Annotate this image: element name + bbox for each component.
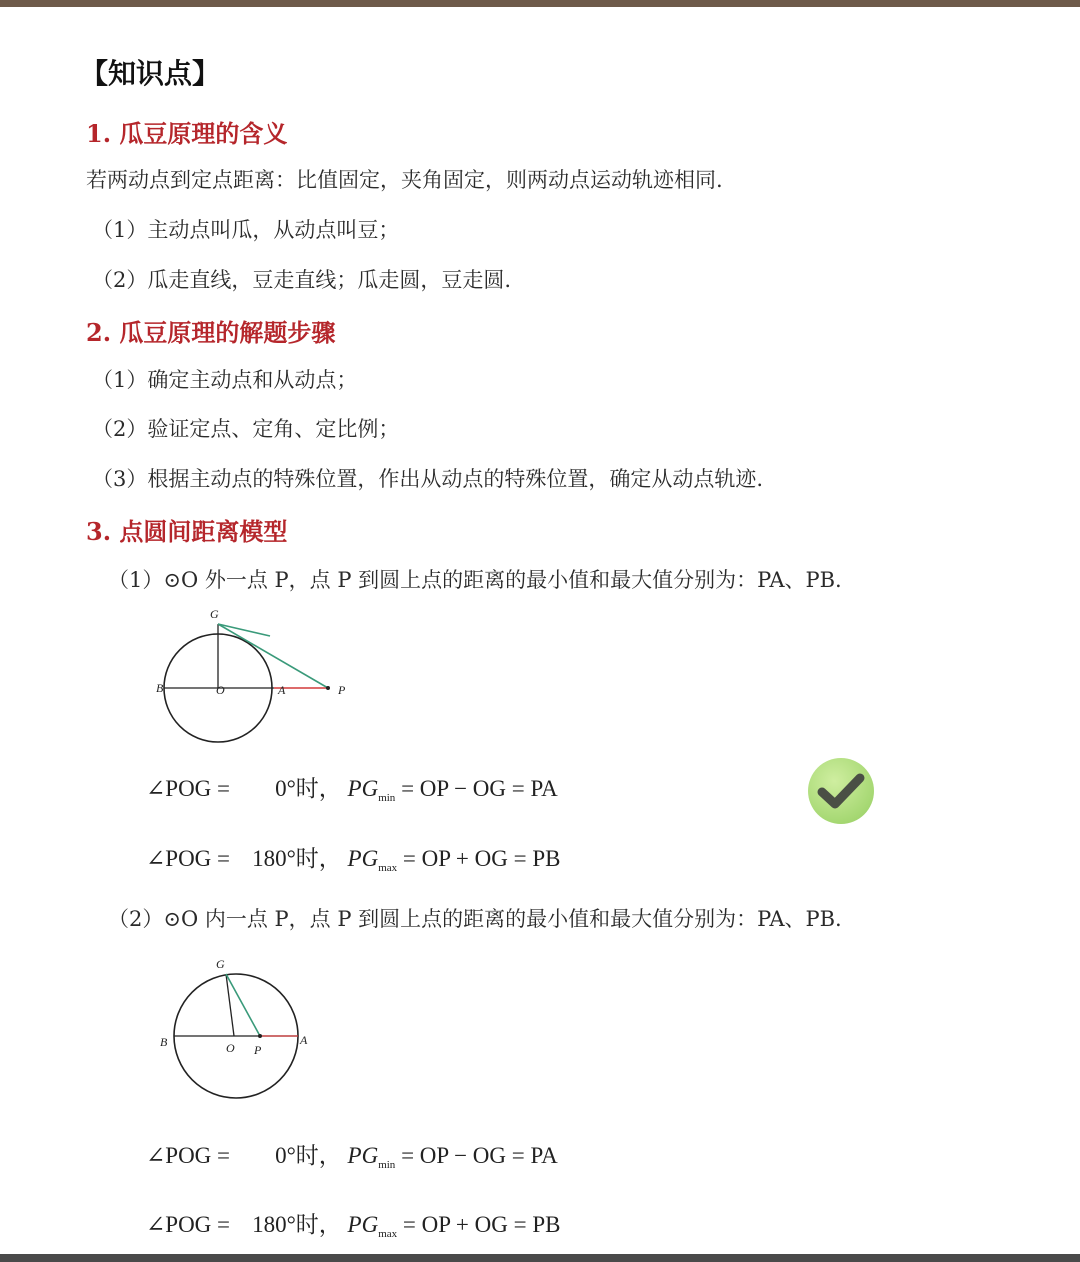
pg-symbol: PG	[347, 776, 379, 801]
segment-gp	[226, 974, 260, 1036]
definition-item-1: （1）主动点叫瓜，从动点叫豆；	[92, 218, 400, 242]
label-o: O	[226, 1041, 235, 1055]
case-2-statement: （2）⊙O 内一点 P，点 P 到圆上点的距离的最小值和最大值分别为：PA、PB.	[108, 907, 842, 931]
label-o: O	[216, 683, 225, 697]
case-1-statement: （1）⊙O 外一点 P，点 P 到圆上点的距离的最小值和最大值分别为：PA、PB.	[108, 568, 842, 592]
top-border	[0, 0, 1080, 7]
bottom-border	[0, 1254, 1080, 1262]
label-g: G	[216, 957, 225, 971]
figure-outside-point	[150, 600, 370, 745]
condition-text: 时，	[295, 1143, 342, 1168]
radius-og	[226, 974, 234, 1036]
rhs-text: = OP − OG = PA	[401, 776, 558, 801]
label-g: G	[210, 607, 219, 621]
pg-subscript: min	[378, 1159, 396, 1171]
angle-text: ∠POG =	[146, 1212, 231, 1237]
checkmark-icon	[808, 758, 874, 824]
degree-value: 180°	[252, 846, 296, 871]
degree-value: 0°	[275, 776, 296, 801]
label-b: B	[160, 1035, 168, 1049]
label-p: P	[254, 1043, 262, 1057]
rhs-text: = OP − OG = PA	[401, 1143, 558, 1168]
section-heading-3: 3. 点圆间距离模型	[86, 517, 288, 546]
figure-inside-point	[150, 950, 320, 1105]
label-a: A	[278, 683, 286, 697]
pg-symbol: PG	[347, 846, 379, 871]
label-p: P	[338, 683, 346, 697]
pg-symbol: PG	[347, 1212, 379, 1237]
rhs-text: = OP + OG = PB	[402, 846, 561, 871]
case-2-formula-max	[146, 1206, 560, 1240]
case-2-formula-min	[146, 1137, 558, 1171]
rhs-text: = OP + OG = PB	[402, 1212, 561, 1237]
step-3: （3）根据主动点的特殊位置，作出从动点的特殊位置，确定从动点轨迹.	[92, 467, 764, 491]
section-heading-1: 1. 瓜豆原理的含义	[86, 119, 288, 148]
pg-subscript: max	[378, 1228, 398, 1240]
angle-text: ∠POG =	[146, 1143, 231, 1168]
angle-text: ∠POG =	[146, 846, 231, 871]
degree-value: 180°	[252, 1212, 296, 1237]
point-p	[258, 1034, 262, 1038]
label-b: B	[156, 681, 164, 695]
pg-symbol: PG	[347, 1143, 379, 1168]
degree-value: 0°	[275, 1143, 296, 1168]
point-p	[326, 686, 330, 690]
condition-text: 时，	[295, 846, 342, 871]
page-title: 【知识点】	[80, 57, 221, 90]
segment-gp	[218, 624, 328, 688]
angle-text: ∠POG =	[146, 776, 231, 801]
section-heading-2: 2. 瓜豆原理的解题步骤	[86, 318, 336, 347]
step-1: （1）确定主动点和从动点；	[92, 368, 358, 392]
case-1-formula-min	[146, 770, 558, 804]
condition-text: 时，	[295, 776, 342, 801]
label-a: A	[300, 1033, 308, 1047]
definition-item-2: （2）瓜走直线，豆走直线；瓜走圆，豆走圆.	[92, 268, 512, 292]
step-2: （2）验证定点、定角、定比例；	[92, 417, 400, 441]
case-1-formula-max	[146, 840, 560, 874]
pg-subscript: min	[378, 792, 396, 804]
definition-text: 若两动点到定点距离：比值固定，夹角固定，则两动点运动轨迹相同.	[86, 168, 723, 192]
pg-subscript: max	[378, 862, 398, 874]
condition-text: 时，	[295, 1212, 342, 1237]
